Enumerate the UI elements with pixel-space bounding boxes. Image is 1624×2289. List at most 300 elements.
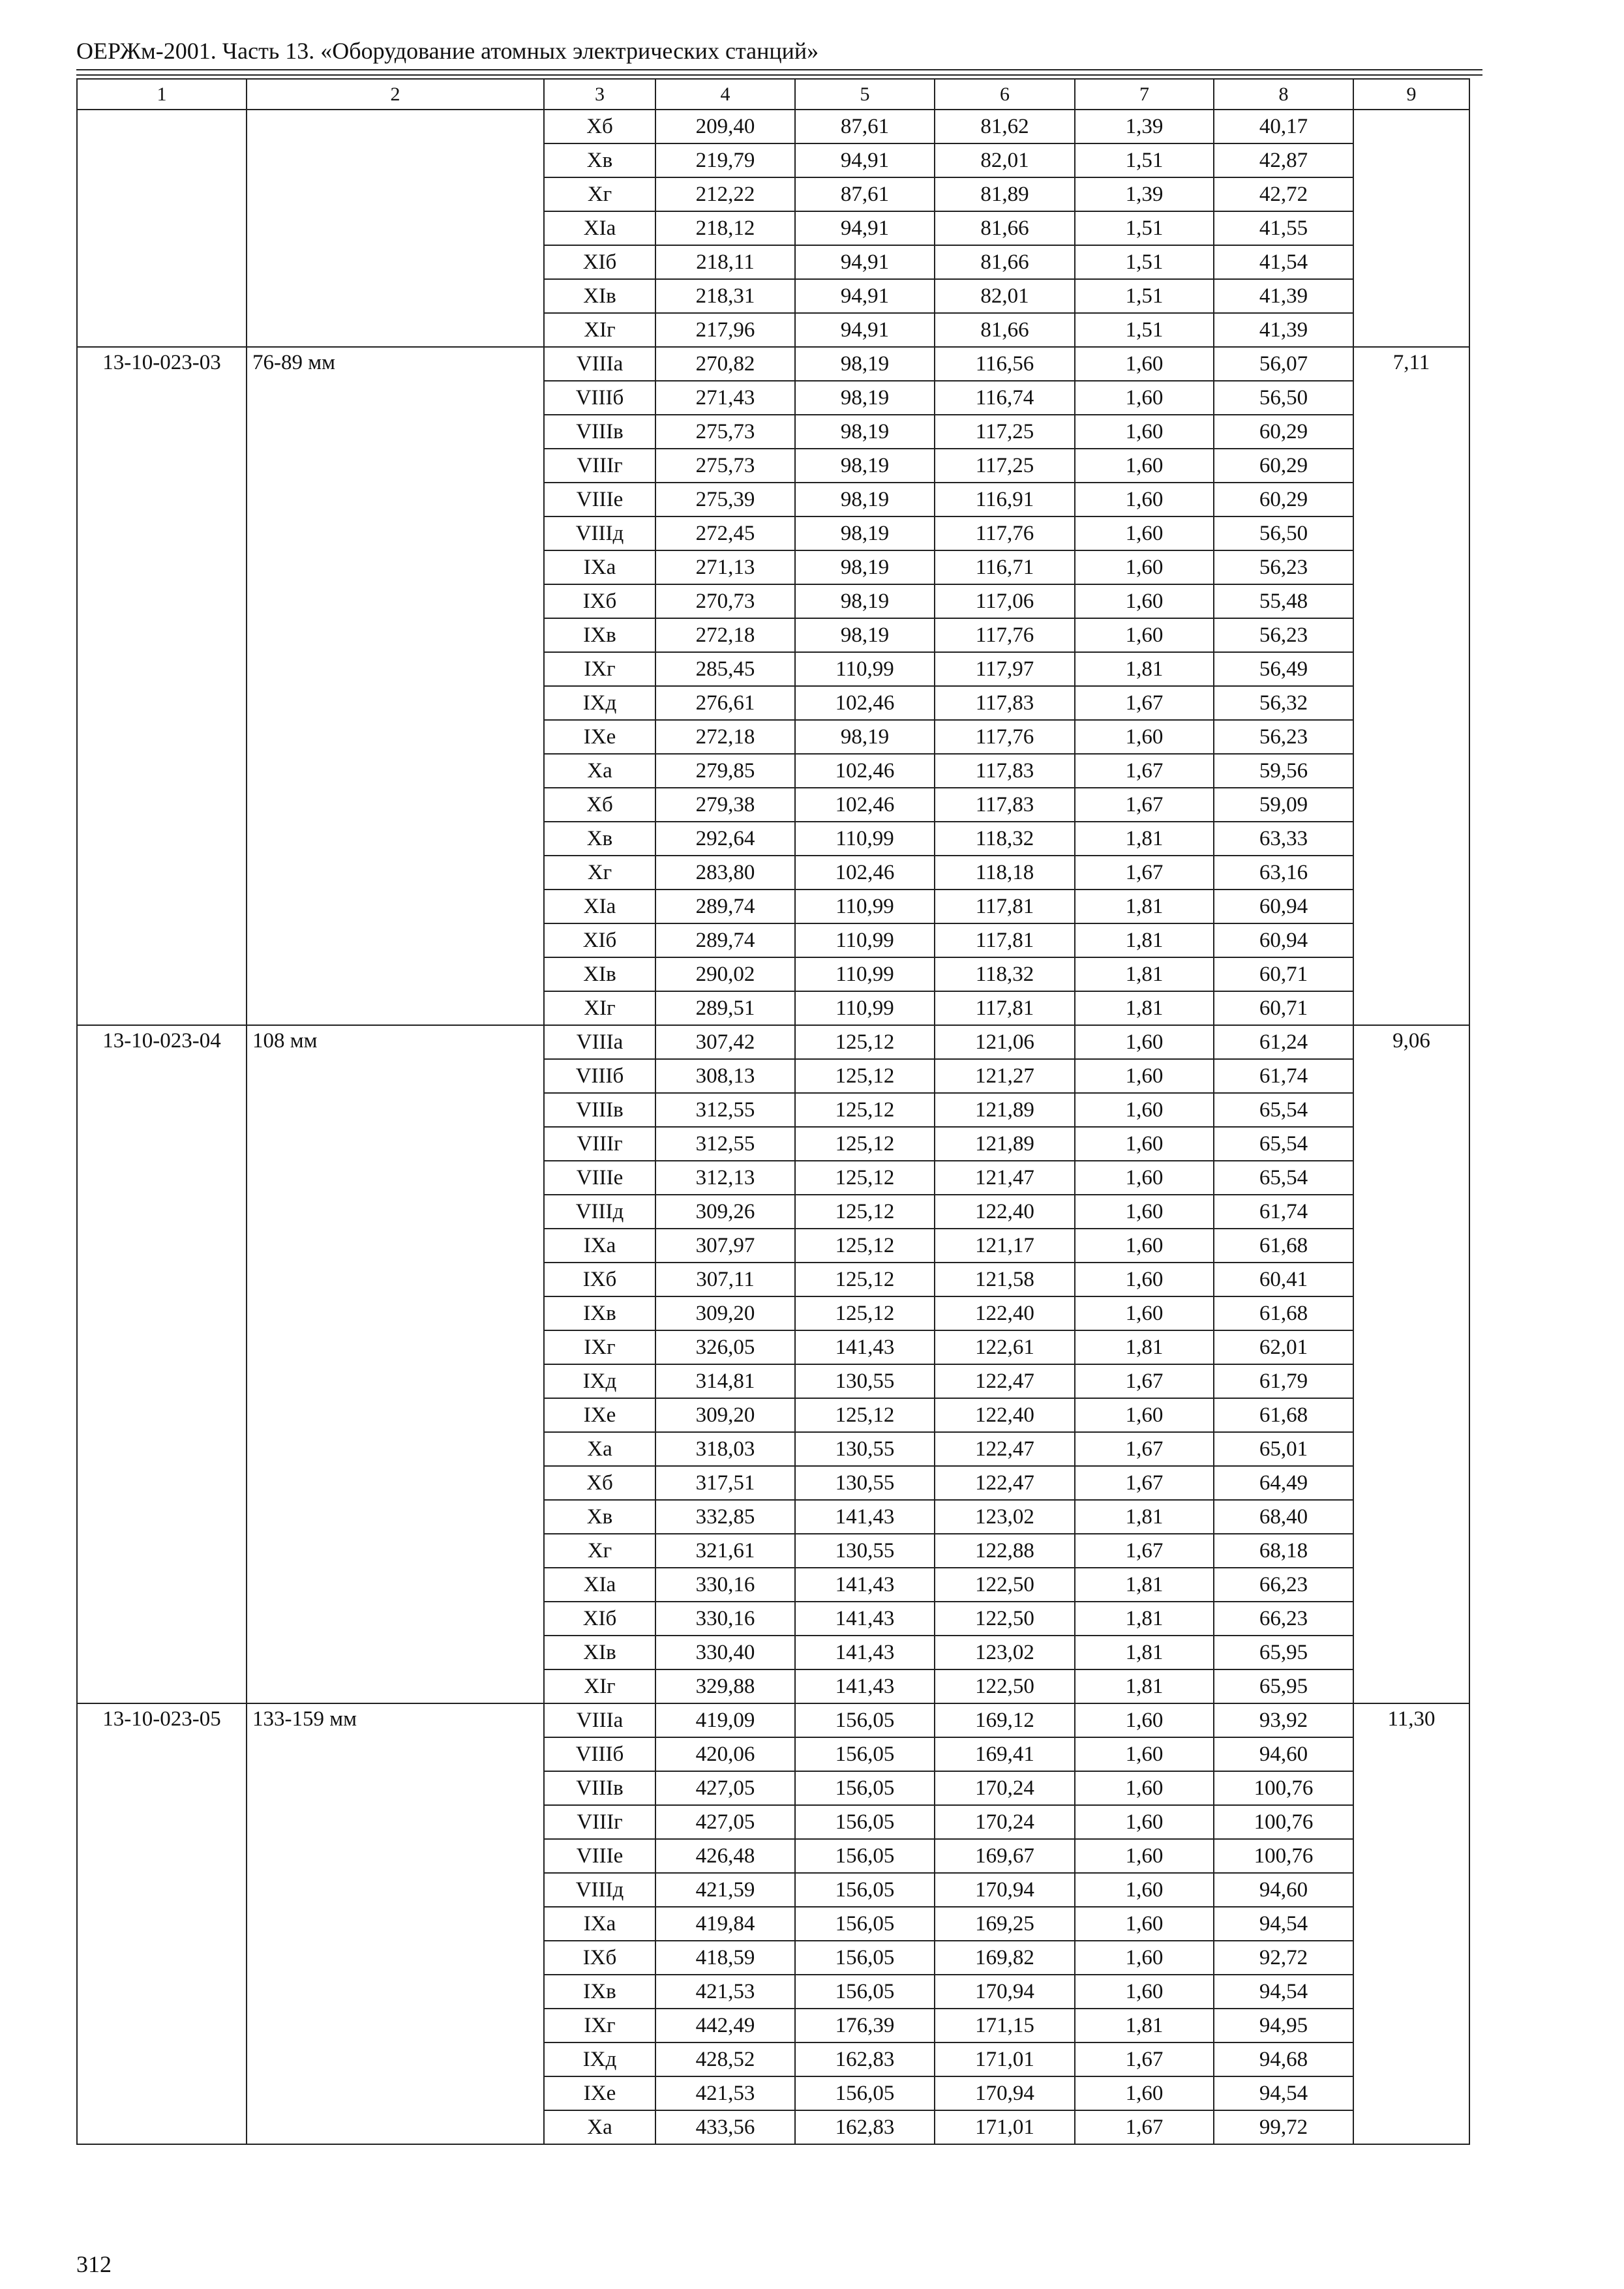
data-cell: 141,43 xyxy=(795,1602,935,1636)
data-cell: 1,67 xyxy=(1075,788,1214,822)
table-row xyxy=(77,1025,1469,1059)
data-cell: 98,19 xyxy=(795,618,935,652)
data-cell: 1,60 xyxy=(1075,1296,1214,1330)
data-cell: 1,39 xyxy=(1075,110,1214,143)
data-cell: 117,97 xyxy=(935,652,1075,686)
data-cell: 1,60 xyxy=(1075,618,1214,652)
data-cell: 125,12 xyxy=(795,1195,935,1229)
data-cell: 59,56 xyxy=(1214,754,1353,788)
data-cell: 81,66 xyxy=(935,313,1075,347)
data-cell: 309,20 xyxy=(655,1398,795,1432)
data-cell: 218,12 xyxy=(655,211,795,245)
data-cell: Хб xyxy=(544,788,655,822)
data-cell: 1,51 xyxy=(1075,245,1214,279)
data-cell: 60,29 xyxy=(1214,449,1353,483)
page-number: 312 xyxy=(76,2251,112,2277)
data-cell: 156,05 xyxy=(795,1805,935,1839)
data-cell: 156,05 xyxy=(795,1771,935,1805)
data-cell: IХг xyxy=(544,2009,655,2042)
data-cell: 1,60 xyxy=(1075,1398,1214,1432)
data-cell: 125,12 xyxy=(795,1398,935,1432)
data-cell: 98,19 xyxy=(795,347,935,381)
data-cell: IХв xyxy=(544,618,655,652)
data-cell: 60,94 xyxy=(1214,923,1353,957)
data-cell: 1,81 xyxy=(1075,822,1214,856)
data-cell: 121,47 xyxy=(935,1161,1075,1195)
data-cell: 41,39 xyxy=(1214,279,1353,313)
data-cell: 283,80 xyxy=(655,856,795,890)
data-cell: 110,99 xyxy=(795,923,935,957)
data-cell: 42,87 xyxy=(1214,143,1353,177)
data-cell: 275,73 xyxy=(655,415,795,449)
data-cell: 65,01 xyxy=(1214,1432,1353,1466)
data-cell: 426,48 xyxy=(655,1839,795,1873)
data-cell: 87,61 xyxy=(795,177,935,211)
data-cell: 102,46 xyxy=(795,754,935,788)
data-cell: 1,60 xyxy=(1075,1805,1214,1839)
data-cell: 1,60 xyxy=(1075,1737,1214,1771)
data-cell: 98,19 xyxy=(795,483,935,516)
data-cell: 212,22 xyxy=(655,177,795,211)
table-row xyxy=(77,110,1469,143)
data-cell: 122,40 xyxy=(935,1195,1075,1229)
data-cell: 122,40 xyxy=(935,1296,1075,1330)
data-cell: 421,53 xyxy=(655,2076,795,2110)
item-col9-cell: 11,30 xyxy=(1353,1703,1469,2144)
data-cell: 1,60 xyxy=(1075,381,1214,415)
item-col9-cell: 7,11 xyxy=(1353,347,1469,1025)
data-cell: 65,54 xyxy=(1214,1093,1353,1127)
data-cell: IХг xyxy=(544,1330,655,1364)
data-cell: 1,51 xyxy=(1075,211,1214,245)
data-cell: 81,89 xyxy=(935,177,1075,211)
data-cell: 122,50 xyxy=(935,1568,1075,1602)
data-cell: IХд xyxy=(544,1364,655,1398)
data-cell: 1,60 xyxy=(1075,584,1214,618)
data-cell: 94,60 xyxy=(1214,1873,1353,1907)
data-cell: 1,60 xyxy=(1075,1263,1214,1296)
data-cell: 279,38 xyxy=(655,788,795,822)
column-number-cell: 3 xyxy=(544,79,655,110)
data-cell: 156,05 xyxy=(795,1975,935,2009)
data-cell: 63,16 xyxy=(1214,856,1353,890)
data-cell: 1,60 xyxy=(1075,449,1214,483)
data-cell: 98,19 xyxy=(795,415,935,449)
data-cell: 1,67 xyxy=(1075,754,1214,788)
data-cell: 98,19 xyxy=(795,381,935,415)
price-table xyxy=(76,78,1470,2145)
data-cell: VIIIв xyxy=(544,415,655,449)
data-cell: 1,60 xyxy=(1075,1127,1214,1161)
data-cell: 330,40 xyxy=(655,1636,795,1669)
data-cell: 130,55 xyxy=(795,1466,935,1500)
data-cell: 219,79 xyxy=(655,143,795,177)
data-cell: 61,68 xyxy=(1214,1296,1353,1330)
data-cell: 56,23 xyxy=(1214,550,1353,584)
data-cell: 169,41 xyxy=(935,1737,1075,1771)
data-cell: 121,17 xyxy=(935,1229,1075,1263)
data-cell: 87,61 xyxy=(795,110,935,143)
data-cell: ХIа xyxy=(544,211,655,245)
data-cell: 176,39 xyxy=(795,2009,935,2042)
data-cell: 1,39 xyxy=(1075,177,1214,211)
data-cell: 122,88 xyxy=(935,1534,1075,1568)
data-cell: 65,54 xyxy=(1214,1161,1353,1195)
data-cell: ХIв xyxy=(544,1636,655,1669)
data-cell: Хв xyxy=(544,822,655,856)
data-cell: ХIв xyxy=(544,279,655,313)
data-cell: 421,53 xyxy=(655,1975,795,2009)
data-cell: VIIIб xyxy=(544,381,655,415)
data-cell: 156,05 xyxy=(795,2076,935,2110)
data-cell: 121,89 xyxy=(935,1093,1075,1127)
data-cell: 94,91 xyxy=(795,143,935,177)
data-cell: 169,67 xyxy=(935,1839,1075,1873)
data-cell: 1,81 xyxy=(1075,1636,1214,1669)
data-cell: 122,50 xyxy=(935,1602,1075,1636)
data-cell: 66,23 xyxy=(1214,1602,1353,1636)
data-cell: 1,81 xyxy=(1075,923,1214,957)
data-cell: 1,60 xyxy=(1075,483,1214,516)
data-cell: 1,60 xyxy=(1075,550,1214,584)
data-cell: 1,60 xyxy=(1075,1161,1214,1195)
data-cell: 1,67 xyxy=(1075,856,1214,890)
data-cell: 125,12 xyxy=(795,1025,935,1059)
data-cell: 110,99 xyxy=(795,652,935,686)
data-cell: 102,46 xyxy=(795,856,935,890)
data-cell: 94,91 xyxy=(795,211,935,245)
data-cell: 61,68 xyxy=(1214,1398,1353,1432)
data-cell: 62,01 xyxy=(1214,1330,1353,1364)
data-cell: 418,59 xyxy=(655,1941,795,1975)
data-cell: Ха xyxy=(544,754,655,788)
data-cell: ХIг xyxy=(544,1669,655,1703)
data-cell: 40,17 xyxy=(1214,110,1353,143)
data-cell: IХб xyxy=(544,1263,655,1296)
data-cell: 1,60 xyxy=(1075,1771,1214,1805)
data-cell: 162,83 xyxy=(795,2042,935,2076)
data-cell: 117,81 xyxy=(935,991,1075,1025)
data-cell: 218,31 xyxy=(655,279,795,313)
data-cell: Хв xyxy=(544,143,655,177)
data-cell: 42,72 xyxy=(1214,177,1353,211)
data-cell: 1,81 xyxy=(1075,1568,1214,1602)
data-cell: 98,19 xyxy=(795,584,935,618)
data-cell: 1,67 xyxy=(1075,1466,1214,1500)
data-cell: 330,16 xyxy=(655,1568,795,1602)
data-cell: 285,45 xyxy=(655,652,795,686)
data-cell: 330,16 xyxy=(655,1602,795,1636)
data-cell: 100,76 xyxy=(1214,1839,1353,1873)
data-cell: 56,49 xyxy=(1214,652,1353,686)
data-cell: 420,06 xyxy=(655,1737,795,1771)
data-cell: 1,67 xyxy=(1075,1534,1214,1568)
data-cell: 41,54 xyxy=(1214,245,1353,279)
table-row xyxy=(77,347,1469,381)
data-cell: 92,72 xyxy=(1214,1941,1353,1975)
data-cell: VIIIг xyxy=(544,1805,655,1839)
data-cell: VIIIе xyxy=(544,483,655,516)
data-cell: ХIг xyxy=(544,313,655,347)
data-cell: VIIIе xyxy=(544,1839,655,1873)
data-cell: 117,25 xyxy=(935,415,1075,449)
data-cell: 312,55 xyxy=(655,1127,795,1161)
data-cell: 1,60 xyxy=(1075,1941,1214,1975)
data-cell: 94,54 xyxy=(1214,2076,1353,2110)
data-cell: IХе xyxy=(544,2076,655,2110)
data-cell: 117,76 xyxy=(935,516,1075,550)
data-cell: 68,40 xyxy=(1214,1500,1353,1534)
item-name-cell xyxy=(247,110,544,347)
data-cell: VIIIа xyxy=(544,1025,655,1059)
data-cell: 433,56 xyxy=(655,2110,795,2144)
data-cell: 56,32 xyxy=(1214,686,1353,720)
data-cell: 1,60 xyxy=(1075,1975,1214,2009)
data-cell: 118,32 xyxy=(935,957,1075,991)
item-col9-cell xyxy=(1353,110,1469,347)
data-cell: IХг xyxy=(544,652,655,686)
item-name-cell: 133-159 мм xyxy=(247,1703,544,2144)
data-cell: 81,62 xyxy=(935,110,1075,143)
data-cell: 122,47 xyxy=(935,1364,1075,1398)
item-name-cell: 76-89 мм xyxy=(247,347,544,1025)
data-cell: 141,43 xyxy=(795,1568,935,1602)
data-cell: 419,84 xyxy=(655,1907,795,1941)
data-cell: 123,02 xyxy=(935,1636,1075,1669)
data-cell: 63,33 xyxy=(1214,822,1353,856)
data-cell: 130,55 xyxy=(795,1432,935,1466)
data-cell: 94,68 xyxy=(1214,2042,1353,2076)
data-cell: 60,94 xyxy=(1214,890,1353,923)
data-cell: 94,54 xyxy=(1214,1907,1353,1941)
data-cell: 171,01 xyxy=(935,2042,1075,2076)
column-number-cell: 7 xyxy=(1075,79,1214,110)
data-cell: VIIIд xyxy=(544,1873,655,1907)
data-cell: 60,29 xyxy=(1214,415,1353,449)
column-number-cell: 4 xyxy=(655,79,795,110)
data-cell: 169,82 xyxy=(935,1941,1075,1975)
data-cell: VIIIг xyxy=(544,449,655,483)
data-cell: 1,60 xyxy=(1075,1025,1214,1059)
data-cell: 326,05 xyxy=(655,1330,795,1364)
data-cell: 94,95 xyxy=(1214,2009,1353,2042)
data-cell: 117,83 xyxy=(935,754,1075,788)
data-cell: 1,60 xyxy=(1075,516,1214,550)
data-cell: 93,92 xyxy=(1214,1703,1353,1737)
data-cell: ХIб xyxy=(544,245,655,279)
data-cell: 272,18 xyxy=(655,618,795,652)
item-col9-cell: 9,06 xyxy=(1353,1025,1469,1703)
item-code-cell: 13-10-023-03 xyxy=(77,347,247,1025)
data-cell: 1,81 xyxy=(1075,957,1214,991)
data-cell: Хб xyxy=(544,1466,655,1500)
item-code-cell: 13-10-023-04 xyxy=(77,1025,247,1703)
data-cell: 419,09 xyxy=(655,1703,795,1737)
data-cell: 121,27 xyxy=(935,1059,1075,1093)
data-cell: 41,39 xyxy=(1214,313,1353,347)
data-cell: 98,19 xyxy=(795,720,935,754)
data-cell: 170,24 xyxy=(935,1771,1075,1805)
data-cell: 156,05 xyxy=(795,1737,935,1771)
data-cell: 125,12 xyxy=(795,1229,935,1263)
data-cell: VIIIб xyxy=(544,1059,655,1093)
data-cell: Ха xyxy=(544,2110,655,2144)
data-cell: 117,76 xyxy=(935,618,1075,652)
data-cell: 123,02 xyxy=(935,1500,1075,1534)
data-cell: 271,13 xyxy=(655,550,795,584)
data-cell: 98,19 xyxy=(795,516,935,550)
data-cell: 170,24 xyxy=(935,1805,1075,1839)
data-cell: 130,55 xyxy=(795,1534,935,1568)
data-cell: 110,99 xyxy=(795,822,935,856)
data-cell: 156,05 xyxy=(795,1907,935,1941)
data-cell: 275,39 xyxy=(655,483,795,516)
data-cell: 309,26 xyxy=(655,1195,795,1229)
table-row xyxy=(77,1703,1469,1737)
data-cell: 65,54 xyxy=(1214,1127,1353,1161)
data-cell: ХIа xyxy=(544,1568,655,1602)
data-cell: IХб xyxy=(544,584,655,618)
data-cell: 141,43 xyxy=(795,1669,935,1703)
data-cell: 98,19 xyxy=(795,550,935,584)
data-cell: 272,18 xyxy=(655,720,795,754)
data-cell: 314,81 xyxy=(655,1364,795,1398)
data-cell: 1,60 xyxy=(1075,2076,1214,2110)
data-cell: VIIIд xyxy=(544,516,655,550)
data-cell: 61,68 xyxy=(1214,1229,1353,1263)
column-number-cell: 1 xyxy=(77,79,247,110)
data-cell: 122,61 xyxy=(935,1330,1075,1364)
data-cell: IХе xyxy=(544,1398,655,1432)
data-cell: 1,51 xyxy=(1075,313,1214,347)
data-cell: 60,29 xyxy=(1214,483,1353,516)
data-cell: 1,60 xyxy=(1075,1873,1214,1907)
data-cell: 209,40 xyxy=(655,110,795,143)
column-number-cell: 8 xyxy=(1214,79,1353,110)
data-cell: 156,05 xyxy=(795,1941,935,1975)
data-cell: 81,66 xyxy=(935,211,1075,245)
data-cell: 312,13 xyxy=(655,1161,795,1195)
data-cell: 61,79 xyxy=(1214,1364,1353,1398)
data-cell: 118,32 xyxy=(935,822,1075,856)
data-cell: 94,60 xyxy=(1214,1737,1353,1771)
data-cell: 1,81 xyxy=(1075,890,1214,923)
data-cell: 60,41 xyxy=(1214,1263,1353,1296)
data-cell: IХд xyxy=(544,2042,655,2076)
data-cell: VIIIа xyxy=(544,347,655,381)
data-cell: 1,81 xyxy=(1075,1330,1214,1364)
data-cell: 117,25 xyxy=(935,449,1075,483)
data-cell: 156,05 xyxy=(795,1873,935,1907)
data-cell: 65,95 xyxy=(1214,1636,1353,1669)
data-cell: 317,51 xyxy=(655,1466,795,1500)
data-cell: 279,85 xyxy=(655,754,795,788)
data-cell: ХIв xyxy=(544,957,655,991)
data-cell: 122,40 xyxy=(935,1398,1075,1432)
data-cell: 61,74 xyxy=(1214,1059,1353,1093)
column-number-row xyxy=(77,79,1469,110)
data-cell: 122,47 xyxy=(935,1432,1075,1466)
data-cell: 56,23 xyxy=(1214,720,1353,754)
data-cell: 289,74 xyxy=(655,923,795,957)
data-cell: 1,51 xyxy=(1075,279,1214,313)
data-cell: 66,23 xyxy=(1214,1568,1353,1602)
data-cell: 170,94 xyxy=(935,1975,1075,2009)
column-number-cell: 2 xyxy=(247,79,544,110)
item-code-cell xyxy=(77,110,247,347)
data-cell: 321,61 xyxy=(655,1534,795,1568)
data-cell: 1,60 xyxy=(1075,1093,1214,1127)
data-cell: 116,74 xyxy=(935,381,1075,415)
column-number-cell: 9 xyxy=(1353,79,1469,110)
data-cell: 1,60 xyxy=(1075,720,1214,754)
data-cell: 272,45 xyxy=(655,516,795,550)
data-cell: IХд xyxy=(544,686,655,720)
data-cell: 56,23 xyxy=(1214,618,1353,652)
data-cell: 60,71 xyxy=(1214,991,1353,1025)
data-cell: 427,05 xyxy=(655,1805,795,1839)
data-cell: Хг xyxy=(544,856,655,890)
data-cell: IХе xyxy=(544,720,655,754)
data-cell: 65,95 xyxy=(1214,1669,1353,1703)
data-cell: 94,91 xyxy=(795,279,935,313)
data-cell: 56,50 xyxy=(1214,381,1353,415)
data-cell: 102,46 xyxy=(795,788,935,822)
data-cell: 421,59 xyxy=(655,1873,795,1907)
data-cell: 1,67 xyxy=(1075,2110,1214,2144)
data-cell: 289,51 xyxy=(655,991,795,1025)
data-cell: 275,73 xyxy=(655,449,795,483)
data-cell: IХа xyxy=(544,1907,655,1941)
data-cell: 1,60 xyxy=(1075,1059,1214,1093)
data-cell: 1,60 xyxy=(1075,1229,1214,1263)
data-cell: VIIIб xyxy=(544,1737,655,1771)
data-cell: 125,12 xyxy=(795,1127,935,1161)
data-cell: 100,76 xyxy=(1214,1805,1353,1839)
data-cell: 312,55 xyxy=(655,1093,795,1127)
data-cell: VIIIе xyxy=(544,1161,655,1195)
data-cell: 170,94 xyxy=(935,2076,1075,2110)
data-cell: 270,82 xyxy=(655,347,795,381)
data-cell: 442,49 xyxy=(655,2009,795,2042)
data-cell: 1,81 xyxy=(1075,1602,1214,1636)
data-cell: 117,81 xyxy=(935,890,1075,923)
column-number-cell: 6 xyxy=(935,79,1075,110)
data-cell: 156,05 xyxy=(795,1703,935,1737)
data-cell: 125,12 xyxy=(795,1161,935,1195)
data-cell: 156,05 xyxy=(795,1839,935,1873)
data-cell: 1,60 xyxy=(1075,415,1214,449)
data-cell: IХв xyxy=(544,1296,655,1330)
data-cell: 309,20 xyxy=(655,1296,795,1330)
data-cell: 1,67 xyxy=(1075,1432,1214,1466)
data-cell: 116,56 xyxy=(935,347,1075,381)
data-cell: 121,58 xyxy=(935,1263,1075,1296)
column-number-cell: 5 xyxy=(795,79,935,110)
data-cell: 1,81 xyxy=(1075,991,1214,1025)
data-cell: 1,67 xyxy=(1075,2042,1214,2076)
data-cell: 56,50 xyxy=(1214,516,1353,550)
data-cell: 117,83 xyxy=(935,788,1075,822)
data-cell: 1,81 xyxy=(1075,1669,1214,1703)
data-cell: Хг xyxy=(544,1534,655,1568)
data-cell: 169,12 xyxy=(935,1703,1075,1737)
data-cell: 290,02 xyxy=(655,957,795,991)
data-cell: 118,18 xyxy=(935,856,1075,890)
data-cell: 110,99 xyxy=(795,890,935,923)
data-cell: 1,81 xyxy=(1075,652,1214,686)
data-cell: 217,96 xyxy=(655,313,795,347)
